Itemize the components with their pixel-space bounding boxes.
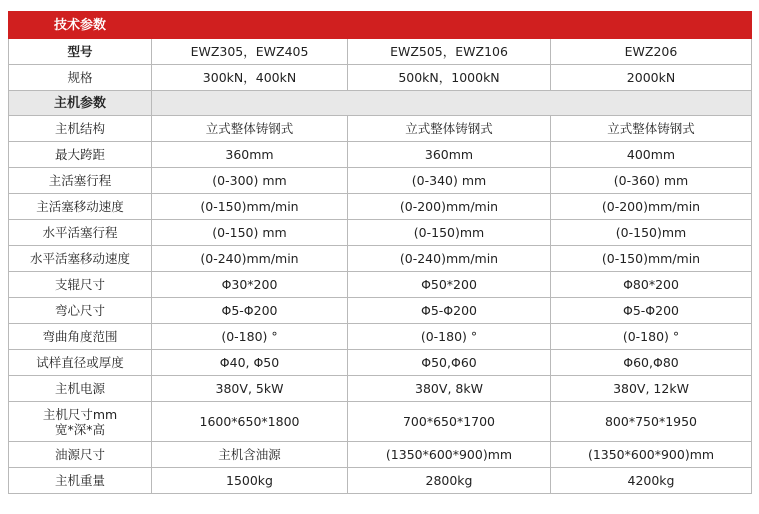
table-row [9, 220, 752, 246]
cell-value: (0-180) ° [348, 324, 551, 350]
cell-value: 2000kN [551, 65, 752, 91]
cell-value: Φ50*200 [348, 272, 551, 298]
cell-value: (1350*600*900)mm [551, 442, 752, 468]
cell-value: Φ80*200 [551, 272, 752, 298]
cell-value: (0-150)mm [551, 220, 752, 246]
table-row [9, 350, 752, 376]
section-title: 技术参数 [9, 12, 152, 39]
spec-table [8, 11, 752, 494]
cell-value: (0-150)mm/min [152, 194, 348, 220]
cell-value: 立式整体铸钢式 [551, 116, 752, 142]
section-header-tech [9, 12, 752, 39]
table-row [9, 468, 752, 494]
table-row [9, 142, 752, 168]
row-label: 试样直径或厚度 [9, 350, 152, 376]
row-label: 弯心尺寸 [9, 298, 152, 324]
cell-value: Φ5-Φ200 [348, 298, 551, 324]
row-label: 水平活塞行程 [9, 220, 152, 246]
row-label: 支辊尺寸 [9, 272, 152, 298]
cell-value: 1500kg [152, 468, 348, 494]
row-label: 主活塞行程 [9, 168, 152, 194]
cell-value: 360mm [152, 142, 348, 168]
cell-value: 2800kg [348, 468, 551, 494]
table-row-model [9, 39, 752, 65]
cell-value: (0-360) mm [551, 168, 752, 194]
cell-value: Φ5-Φ200 [551, 298, 752, 324]
cell-value: Φ30*200 [152, 272, 348, 298]
cell-value: (0-150)mm/min [551, 246, 752, 272]
table-row [9, 194, 752, 220]
cell-value: Φ40, Φ50 [152, 350, 348, 376]
row-label-line: 宽*深*高 [54, 421, 105, 437]
row-label: 主机结构 [9, 116, 152, 142]
cell-value: (0-240)mm/min [348, 246, 551, 272]
table-row [9, 324, 752, 350]
table-row [9, 376, 752, 402]
table-row-size [9, 402, 752, 442]
cell-value: 360mm [348, 142, 551, 168]
row-label: 主活塞移动速度 [9, 194, 152, 220]
cell-value: 380V, 5kW [152, 376, 348, 402]
cell-value: 300kN，400kN [152, 65, 348, 91]
cell-value: (0-240)mm/min [152, 246, 348, 272]
cell-value: (0-200)mm/min [551, 194, 752, 220]
row-label: 规格 [9, 65, 152, 91]
cell-value: 380V, 8kW [348, 376, 551, 402]
cell-value: EWZ505，EWZ106 [348, 39, 551, 65]
table-row [9, 116, 752, 142]
table-row [9, 298, 752, 324]
table-row [9, 168, 752, 194]
cell-value: 1600*650*1800 [152, 402, 348, 442]
cell-value: (0-150)mm [348, 220, 551, 246]
cell-value: 400mm [551, 142, 752, 168]
cell-value: (0-150) mm [152, 220, 348, 246]
row-label: 水平活塞移动速度 [9, 246, 152, 272]
table-row [9, 272, 752, 298]
cell-value: 700*650*1700 [348, 402, 551, 442]
cell-value: 4200kg [551, 468, 752, 494]
cell-value: (0-180) ° [551, 324, 752, 350]
cell-value: Φ60,Φ80 [551, 350, 752, 376]
row-label: 型号 [9, 39, 152, 65]
cell-value: EWZ305，EWZ405 [152, 39, 348, 65]
row-label: 油源尺寸 [9, 442, 152, 468]
cell-value: (0-180) ° [152, 324, 348, 350]
cell-value: (1350*600*900)mm [348, 442, 551, 468]
cell-value: (0-340) mm [348, 168, 551, 194]
cell-value: Φ5-Φ200 [152, 298, 348, 324]
table-row [9, 442, 752, 468]
cell-value: 主机含油源 [152, 442, 348, 468]
cell-value: 立式整体铸钢式 [348, 116, 551, 142]
row-label [9, 402, 152, 442]
cell-value: 380V, 12kW [551, 376, 752, 402]
table-row-spec [9, 65, 752, 91]
cell-value: 500kN，1000kN [348, 65, 551, 91]
cell-value: 立式整体铸钢式 [152, 116, 348, 142]
cell-value: (0-200)mm/min [348, 194, 551, 220]
table-row [9, 246, 752, 272]
cell-value: Φ50,Φ60 [348, 350, 551, 376]
row-label: 主机重量 [9, 468, 152, 494]
row-label: 最大跨距 [9, 142, 152, 168]
row-label: 主机电源 [9, 376, 152, 402]
cell-value: 800*750*1950 [551, 402, 752, 442]
cell-value: (0-300) mm [152, 168, 348, 194]
section-title: 主机参数 [9, 91, 152, 116]
section-header-main [9, 91, 752, 116]
row-label-line: 主机尺寸mm [42, 406, 118, 422]
row-label: 弯曲角度范围 [9, 324, 152, 350]
cell-value: EWZ206 [551, 39, 752, 65]
